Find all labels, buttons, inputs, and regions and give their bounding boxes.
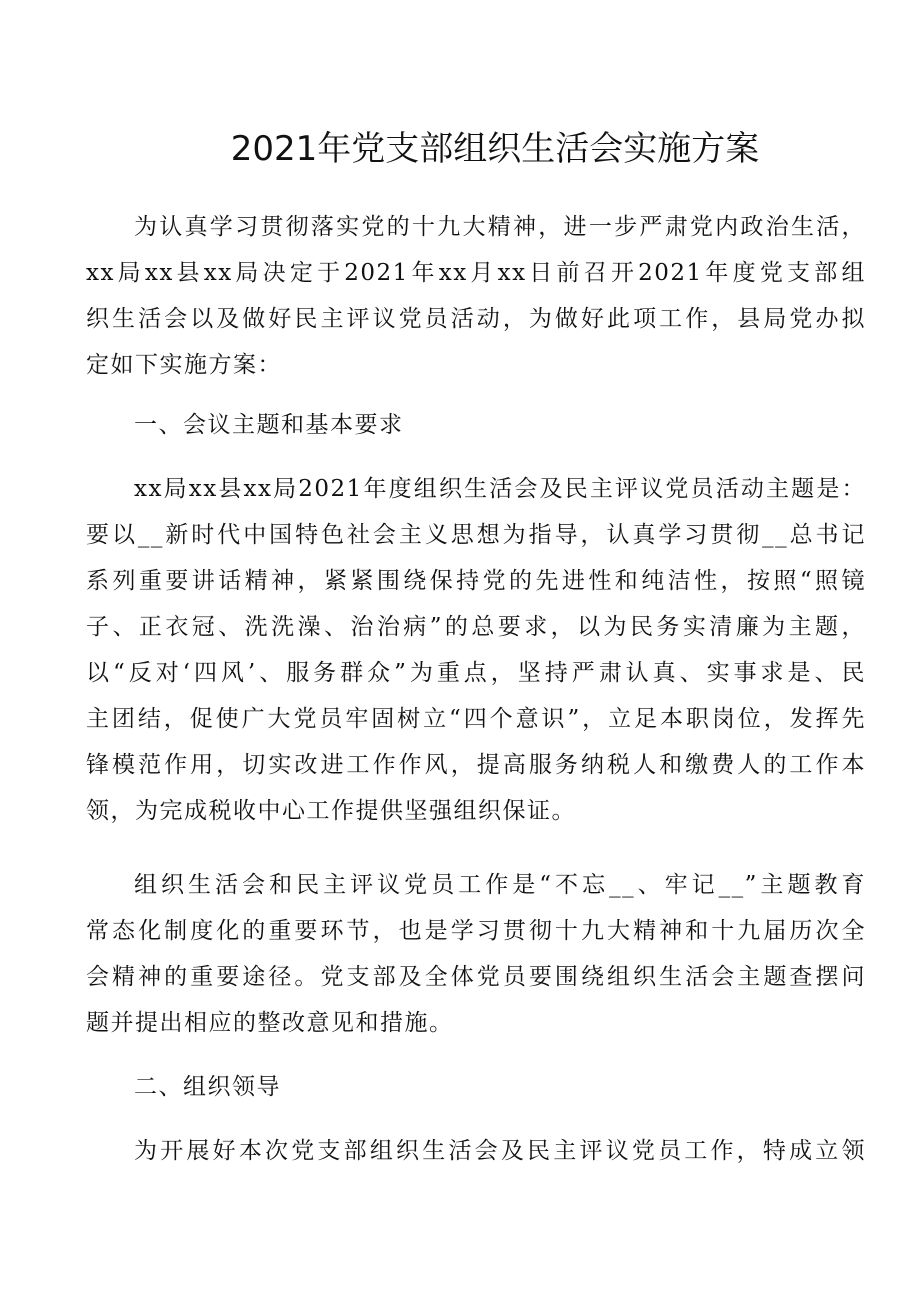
paragraph-line: 会精神的重要途径。党支部及全体党员要围绕组织生活会主题查摆问 xyxy=(86,964,866,990)
paragraph-line: 以“反对‘四风’、服务群众”为重点，坚持严肃认真、实事求是、民 xyxy=(86,660,866,686)
paragraph-line: 要以__新时代中国特色社会主义思想为指导，认真学习贯彻__总书记 xyxy=(86,522,866,548)
intro-line: 织生活会以及做好民主评议党员活动，为做好此项工作，县局党办拟 xyxy=(86,306,866,332)
paragraph-line: 系列重要讲话精神，紧紧围绕保持党的先进性和纯洁性，按照“照镜 xyxy=(86,568,866,594)
paragraph-line: 领，为完成税收中心工作提供坚强组织保证。 xyxy=(86,798,576,824)
paragraph-line: 子、正衣冠、洗洗澡、治治病”的总要求，以为民务实清廉为主题， xyxy=(86,614,866,640)
intro-line: xx局xx县xx局决定于2021年xx月xx日前召开2021年度党支部组 xyxy=(86,260,866,286)
section-2-heading: 二、组织领导 xyxy=(134,1074,281,1100)
paragraph-line: xx局xx县xx局2021年度组织生活会及民主评议党员活动主题是： xyxy=(134,476,866,502)
intro-line: 为认真学习贯彻落实党的十九大精神，进一步严肃党内政治生活， xyxy=(134,214,866,240)
paragraph-line: 组织生活会和民主评议党员工作是“不忘__、牢记__”主题教育 xyxy=(134,872,866,898)
paragraph-line: 常态化制度化的重要环节，也是学习贯彻十九大精神和十九届历次全 xyxy=(86,918,866,944)
section-1-paragraph-2 xyxy=(86,862,866,1046)
paragraph-line: 锋模范作用，切实改进工作作风，提高服务纳税人和缴费人的工作本 xyxy=(86,752,866,778)
document-title: 2021年党支部组织生活会实施方案 xyxy=(230,129,760,169)
section-2-paragraph-1 xyxy=(86,1128,866,1174)
paragraph-line: 题并提出相应的整改意见和措施。 xyxy=(86,1010,454,1036)
paragraph-line: 为开展好本次党支部组织生活会及民主评议党员工作，特成立领 xyxy=(134,1138,866,1164)
paragraph-line: 主团结，促使广大党员牢固树立“四个意识”，立足本职岗位，发挥先 xyxy=(86,706,866,732)
intro-line: 定如下实施方案： xyxy=(86,352,282,378)
section-1-paragraph-1 xyxy=(86,466,866,834)
section-1-heading: 一、会议主题和基本要求 xyxy=(134,412,404,438)
intro-paragraph xyxy=(86,204,866,388)
